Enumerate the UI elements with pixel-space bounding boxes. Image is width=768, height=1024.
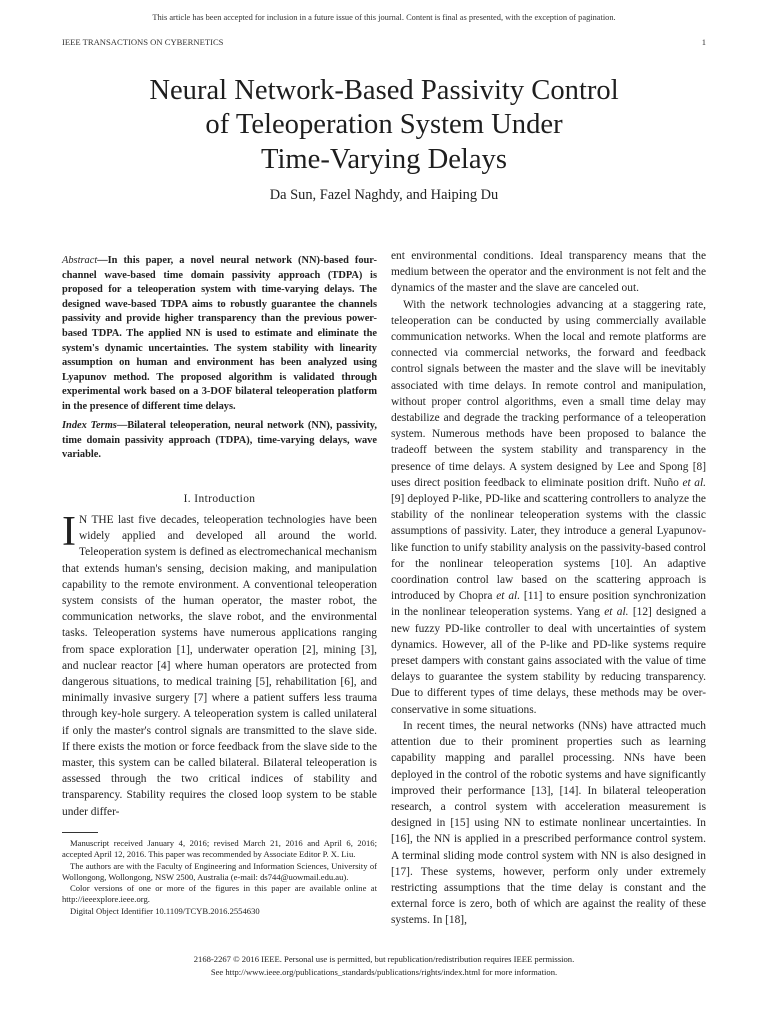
right-column <box>391 248 706 929</box>
acceptance-notice: This article has been accepted for inclusion in a future issue of this journal. Content is final as presented, with the exception of pagination. <box>152 13 616 22</box>
footnotes <box>62 838 377 917</box>
footnote-doi: Digital Object Identifier 10.1109/TCYB.2016.2554630 <box>70 905 260 916</box>
et-al: et al. <box>682 476 706 489</box>
title-line: Neural Network-Based Passivity Control <box>149 75 619 106</box>
text-run: [11] to ensure position synchronization in the nonlinear teleoperation systems. Yang <box>391 590 706 619</box>
et-al: et al. <box>496 590 521 603</box>
et-al: et al. <box>604 606 629 619</box>
paragraph: ent environmental conditions. Ideal transparency means that the medium between the operator and the environment is not felt and the dynamics of the master and the slave are canceled out. <box>391 250 706 295</box>
title-line: of Teleoperation System Under <box>205 109 563 141</box>
text-run: [12] designed a new fuzzy PD-like controller to deal with uncertainties of system dynamics. However, all of the P-like and PD-like systems require preset dampers with constant gains associated with the value of time delays to guarantee the system stability by reducing transparency. Due to different types of time delays, these methods may be over-conservative in some situations. <box>391 606 706 716</box>
copyright-footer <box>0 953 768 978</box>
index-terms-label: Index Terms <box>62 420 117 431</box>
footnote-rule <box>62 832 98 833</box>
drop-cap: I <box>62 509 76 555</box>
footnote-manuscript: Manuscript received January 4, 2016; revised March 21, 2016 and April 6, 2016; accepted April 12, 2016. This paper was recommended by Associate Editor P. X. Liu. <box>62 838 377 860</box>
title-line: Time-Varying Delays <box>261 143 507 175</box>
intro-text: last five decades, teleoperation technologies have been widely applied and developed all around the world. Teleoperation system is defined as electromechanical mechanism that extends human's sensing, decision making, and manipulation capability to the remote environment. A conventional teleoperation system consists of the human operator, the master robot, the communication networks, the slave robot, and the environmental tasks. Teleoperation systems have numerous applications ranging from space exploration [1], underwater operation [2], mining [3], and nuclear reactor [4] where human operators are protected from dangerous situations, to medical training [5], rehabilitation [6], and minimally invasive surgery [7] where a patient suffers less trauma through key-hole surgery. A teleoperation system is called unilateral if only the master's control signals are transmitted to the slave side. If there exists the motion or force feedback from the slave side to the master, this system can be called bilateral. Bilateral teleoperation is assessed through the two critical indices of stability and transparency. Stability requires the closed loop system to be stable under differ- <box>62 514 377 818</box>
paragraph <box>391 297 706 718</box>
abstract-text: —In this paper, a novel neural network (NN)-based four-channel wave-based time domain passivity approach (TDPA) is proposed for a teleoperation system with time-varying delays. The designed wave-based TDPA aims to robustly guarantee the channels passivity and provide higher transparency than the previous power-based TDPA. The applied NN is used to estimate and eliminate the system's dynamic uncertainties. The system stability with linearity assumption on human and environment has been analyzed using Lyapunov method. The proposed algorithm is validated through experimental work based on a 3-DOF bilateral teleoperation platform in the presence of different time delays. <box>62 255 377 412</box>
rights-url-line: See http://www.ieee.org/publications_standards/publications/rights/index.html for more information. <box>210 966 558 977</box>
author-list: Da Sun, Fazel Naghdy, and Haiping Du <box>269 187 499 203</box>
section-heading: I. Introduction <box>183 493 256 505</box>
intro-lead: N THE <box>79 514 114 526</box>
introduction-paragraph <box>62 509 377 820</box>
abstract-label: Abstract <box>62 255 98 266</box>
index-terms-text: —Bilateral teleoperation, neural network (NN), passivity, time domain passivity approach (TDPA), time-varying delays, wave variable. <box>62 420 377 461</box>
journal-name: IEEE TRANSACTIONS ON CYBERNETICS <box>62 37 224 47</box>
footnote-color: Color versions of one or more of the figures in this paper are available online at http://ieeexplore.ieee.org. <box>62 883 377 905</box>
paragraph: In recent times, the neural networks (NNs) have attracted much attention due to their prominent properties such as learning capability mapping and parallel processing. NNs have been deployed in the control of the robotic systems and have significantly improved their performance [13], [14]. In bilateral teleoperation research, a control system with acceleration measurement is designed in [15] using NN to estimate nonlinear uncertainties. In [16], the NN is applied in a prescribed performance control system. A terminal sliding mode control system with NN is also designed in [17]. These systems, however, perform only under extremely restricting assumptions that the time delay is constant and the external force is zero, both of which are against the reality of these systems. In [18], <box>391 719 706 927</box>
index-terms <box>62 419 377 463</box>
page-number: 1 <box>701 37 706 47</box>
footnote-affiliation: The authors are with the Faculty of Engineering and Information Sciences, University of Wollongong, Wollongong, NSW 2500, Australia (e-mail: ds744@uowmail.edu.au). <box>62 860 377 882</box>
paper-title <box>60 74 708 177</box>
text-run: [9] deployed P-like, PD-like and scattering controllers to analyze the stability of the nonlinear teleoperation systems with the classic assumptions of passivity. Later, they introduce a general Lyapunov-like function to unify stability analysis on the passivity-based control for the nonlinear teleoperation systems [10]. An adaptive coordination control law based on the scattering approach is introduced by Chopra <box>391 493 706 603</box>
copyright-line: 2168-2267 © 2016 IEEE. Personal use is permitted, but republication/redistribution requires IEEE permission. <box>193 954 575 964</box>
text-run: With the network technologies advancing at a staggering rate, teleoperation can be conducted by using commercially available communication networks. When the local and remote platforms are connected via commercial networks, the forward and feedback control signals between the master and the slave will be inevitably associated with time delays. In remote control and manipulation, without proper control algorithms, even a small time delay may destabilize and degrade the tracking performance of a teleoperation system. Numerous methods have been proposed to balance the tradeoff between the system stability and transparency in the presence of time delays. A system designed by Lee and Spong [8] uses direct position feedback to eliminate position drift. Nuño <box>391 298 706 489</box>
abstract <box>62 254 377 415</box>
